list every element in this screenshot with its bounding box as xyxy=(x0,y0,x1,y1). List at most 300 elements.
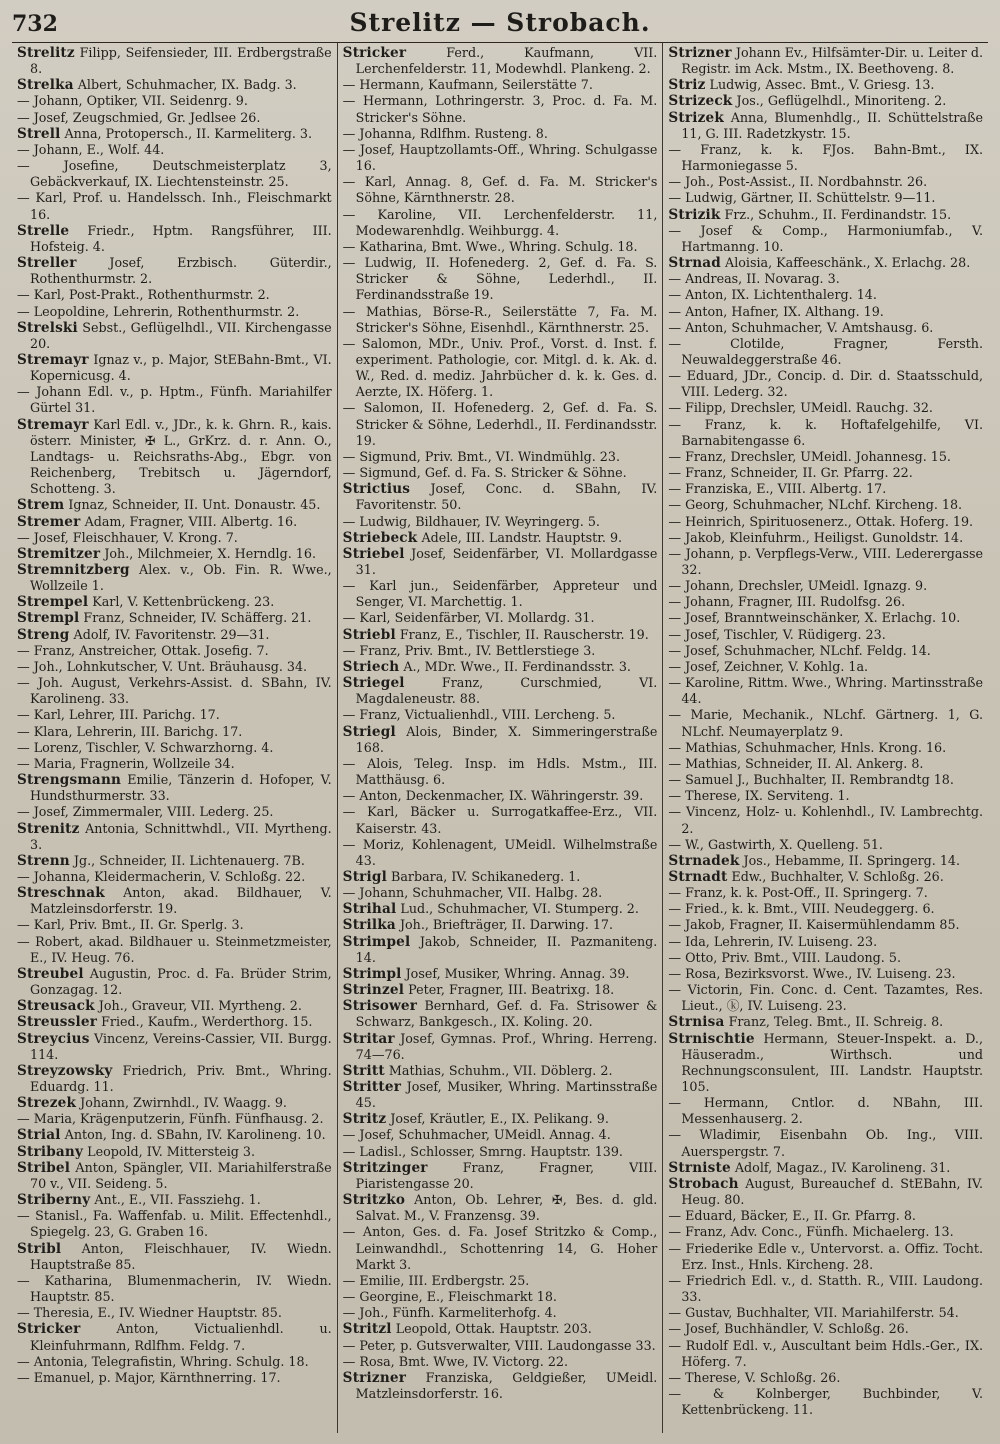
entry-name: — Hermann, xyxy=(342,77,425,93)
directory-entry xyxy=(668,804,983,836)
entry-details: Schuhmacher, UMeidl. Annag. 4. xyxy=(398,1127,611,1143)
directory-entry xyxy=(17,417,332,498)
directory-entry xyxy=(343,255,658,303)
entry-details: Franz, Curschmied, VI. Magdaleneustr. 88. xyxy=(355,675,658,707)
entry-name: — Franz, xyxy=(17,642,76,658)
directory-entry xyxy=(668,1370,983,1386)
directory-entry xyxy=(668,465,983,481)
entry-details: Fin. Conc. d. Cent. Tazamtes, Res. Lieut., ⓚ, IV. Luiseng. 23. xyxy=(681,982,984,1014)
entry-name: — Sigmund, xyxy=(342,448,421,464)
directory-entry xyxy=(668,77,983,93)
entry-name: — Eduard, xyxy=(668,368,739,384)
entry-name: — Victorin, xyxy=(668,982,743,998)
directory-entry xyxy=(343,982,658,998)
entry-name: — Heinrich, xyxy=(668,513,746,529)
entry-details: Johann, Zwirnhdl., IV. Waagg. 9. xyxy=(80,1095,287,1111)
entry-name: — Katharina, xyxy=(342,238,428,254)
entry-name: — Josefine, xyxy=(17,158,119,174)
entry-details: Joh., Briefträger, II. Darwing. 17. xyxy=(399,917,614,933)
entry-name: — Theresia, xyxy=(17,1305,94,1321)
entry-details: IX. Serviteng. 1. xyxy=(744,788,850,804)
entry-details: Bmt. Wwe, IV. Victorg. 22. xyxy=(398,1353,569,1369)
entry-details: Kaufmann, Seilerstätte 7. xyxy=(428,77,593,93)
directory-entry xyxy=(343,304,658,336)
directory-entry xyxy=(17,869,332,885)
directory-entry xyxy=(343,546,658,578)
entry-details: Buchhalter, II. Rembrandtg 18. xyxy=(753,772,954,788)
entry-name: — Josef, xyxy=(668,626,721,642)
directory-entry xyxy=(343,207,658,239)
directory-entry xyxy=(17,643,332,659)
entry-name: — Lorenz, xyxy=(17,739,83,755)
entry-name: — Andreas, xyxy=(668,271,743,287)
entry-details: Deckenmacher, IX. Währingerstr. 39. xyxy=(405,788,644,804)
entry-details: II. Hofenederg. 2, Gef. d. Fa. S. Stricker & Söhne, Lederhdl., II. Ferdinandsstraße 19. xyxy=(355,255,658,303)
entry-details: Anstreicher, Ottak. Josefig. 7. xyxy=(79,642,269,658)
entry-name: Striz xyxy=(668,77,706,94)
entry-details: Johann Ev., Hilfsämter-Dir. u. Leiter d. Registr. im Ack. Mstm., IX. Beethoveng. 8. xyxy=(681,45,984,77)
entry-details: Priv. Bmt., VI. Windmühlg. 23. xyxy=(424,448,620,464)
entry-name: — Johanna, xyxy=(17,868,91,884)
directory-entry xyxy=(17,1354,332,1370)
directory-entry xyxy=(17,497,332,513)
directory-entry xyxy=(17,675,332,707)
directory-entry xyxy=(17,304,332,320)
directory-entry xyxy=(668,869,983,885)
entry-name: Striebl xyxy=(342,626,396,643)
entry-name: Striberny xyxy=(17,1192,91,1209)
directory-entry xyxy=(343,77,658,93)
directory-entry xyxy=(668,481,983,497)
entry-details: Schuhmacher, V. Amtshausg. 6. xyxy=(731,319,934,335)
directory-entry xyxy=(668,1321,983,1337)
entry-name: — Ida, xyxy=(668,933,710,949)
directory-entry xyxy=(17,1321,332,1353)
entry-details: Franz, Teleg. Bmt., II. Schreig. 8. xyxy=(728,1014,944,1030)
entry-name: — Katharina, xyxy=(17,1272,113,1288)
directory-entry xyxy=(668,1208,983,1224)
entry-details: Ignaz, Schneider, II. Unt. Donaustr. 45. xyxy=(68,497,321,513)
entry-details: Seidenfärber, Appreteur und Senger, VI. Marchettig. 1. xyxy=(355,578,658,610)
entry-name: — Josef, xyxy=(342,1127,395,1143)
entry-details: Adolf, IV. Favoritenstr. 29—31. xyxy=(73,626,270,642)
entry-name: — Josef, xyxy=(342,141,395,157)
directory-entry xyxy=(343,643,658,659)
entry-name: Stritzinger xyxy=(342,1159,428,1176)
entry-details: Fleischhauer, V. Krong. 7. xyxy=(72,529,238,545)
directory-entry xyxy=(668,255,983,271)
entry-name: — Johann xyxy=(17,384,82,400)
directory-entry xyxy=(343,917,658,933)
directory-entry xyxy=(343,998,658,1030)
entry-details: Harmoniumfab., V. Hartmanng. 10. xyxy=(681,222,984,254)
directory-entry xyxy=(17,917,332,933)
entry-details: Fragner, II. Kaisermühlendamm 85. xyxy=(729,917,960,933)
entry-details: Edl. v., Auscultant beim Hdls.-Ger., IX. Höferg. 7. xyxy=(681,1337,984,1369)
entry-details: Leopold, IV. Mittersteig 3. xyxy=(87,1143,256,1159)
entry-name: Stricker xyxy=(17,1321,81,1338)
entry-details: E., Wolf. 44. xyxy=(86,141,165,157)
entry-name: Stremnitzberg xyxy=(17,562,130,578)
entry-name: — Clotilde, xyxy=(668,335,785,351)
entry-name: Strnadt xyxy=(668,868,728,885)
entry-details: Fragner, III. Rudolfsg. 26. xyxy=(737,594,906,610)
entry-details: Cntlor. d. NBahn, III. Messenhauserg. 2. xyxy=(681,1095,983,1127)
entry-name: Striegl xyxy=(342,723,396,740)
entry-details: Anton, Spängler, VII. Mariahilferstraße 70 v., VII. Seideng. 5. xyxy=(30,1159,332,1191)
entry-name: Strictius xyxy=(342,481,411,498)
entry-details: Ant., E., VII. Fassziehg. 1. xyxy=(94,1192,261,1208)
directory-entry xyxy=(17,320,332,352)
entry-details: Rittm. Wwe., Whring. Martinsstraße 44. xyxy=(681,675,983,707)
entry-details: Priv. Bmt., IV. Bettlerstiege 3. xyxy=(404,642,596,658)
directory-entry xyxy=(343,514,658,530)
entry-name: Strinzel xyxy=(342,982,405,999)
entry-name: Strizner xyxy=(342,1369,407,1386)
entry-details: p. Major, Kärnthnerring. 17. xyxy=(98,1369,281,1385)
entry-details: Lehrerin, Rothenthurmstr. 2. xyxy=(113,303,300,319)
entry-details: Josef, Kräutler, E., IX. Pelikang. 9. xyxy=(390,1111,609,1127)
directory-entry xyxy=(668,885,983,901)
directory-entry xyxy=(17,1031,332,1063)
entry-name: — Josef, xyxy=(17,109,69,125)
entry-name: — Johanna, xyxy=(342,125,416,141)
directory-entry xyxy=(343,756,658,788)
entry-details: Ignaz v., p. Major, StEBahn-Bmt., VI. Kopernicusg. 4. xyxy=(30,351,332,384)
directory-entry xyxy=(668,400,983,416)
directory-entry xyxy=(668,1095,983,1127)
entry-details: Josef, Musiker, Whring. Martinsstraße 45. xyxy=(355,1079,658,1111)
entry-name: — Maria, xyxy=(17,755,76,771)
entry-name: — Filipp, xyxy=(668,400,727,416)
entry-details: Josef, Seidenfärber, VI. Mollardgasse 31. xyxy=(355,545,658,577)
entry-details: Franz, E., Tischler, II. Rauscherstr. 19. xyxy=(399,626,649,642)
entry-name: — Anton, xyxy=(668,319,728,335)
entry-details: Post-Prakt., Rothenthurmstr. 2. xyxy=(68,287,270,303)
entry-details: MDr., Univ. Prof., Vorst. d. Inst. f. experiment. Pathologie, cor. Mitgl. d. k. Ak. d. W., Red. d. mediz. Jahrbücher d. k. k. Ges. d. Aerzte, IX. Höferg. 1. xyxy=(355,335,658,400)
entry-details: Eisenbahn Ob. Ing., VIII. Auerspergstr. 7. xyxy=(681,1127,984,1159)
entry-name: Stremayr xyxy=(17,351,89,368)
directory-entry xyxy=(668,756,983,772)
entry-name: Streschnak xyxy=(17,885,105,902)
entry-name: — Josef, xyxy=(668,642,721,658)
entry-details: VII. Lerchenfelderstr. 11, Modewarenhdlg. Weihburgg. 4. xyxy=(355,206,658,238)
entry-details: Fried., Kaufm., Werderthorg. 15. xyxy=(101,1014,313,1030)
entry-name: — Karl, xyxy=(342,610,391,626)
entry-name: — Franz, xyxy=(342,642,401,658)
directory-entry xyxy=(17,934,332,966)
entry-name: — Johann, xyxy=(668,545,735,561)
entry-name: — W., xyxy=(668,836,704,852)
entry-name: Strizner xyxy=(668,45,732,61)
entry-details: E., Fleischmarkt 18. xyxy=(426,1289,557,1305)
entry-name: — Salomon, xyxy=(342,400,424,416)
entry-name: Strnischtie xyxy=(668,1030,755,1047)
entry-name: — Leopoldine, xyxy=(17,303,110,319)
entry-details: Bäcker, E., II. Gr. Pfarrg. 8. xyxy=(740,1208,916,1224)
entry-name: Strimpl xyxy=(342,965,402,982)
directory-entry xyxy=(343,1370,658,1402)
entry-name: — Hermann, xyxy=(342,93,428,109)
entry-name: — Eduard, xyxy=(668,1208,737,1224)
entry-name: — Franz, xyxy=(668,465,727,481)
directory-entry xyxy=(668,917,983,933)
entry-name: — Franz, xyxy=(668,141,742,157)
directory-entry xyxy=(668,1127,983,1159)
directory-entry xyxy=(343,174,658,206)
running-head: Strelitz — Strobach. xyxy=(349,8,651,37)
entry-details: Karl, V. Kettenbrückeng. 23. xyxy=(92,594,275,610)
directory-entry xyxy=(17,885,332,917)
entry-details: Anton, Ing. d. SBahn, IV. Karolineng. 10. xyxy=(64,1127,326,1143)
entry-details: August, Verkehrs-Assist. d. SBahn, IV. Karolineng. 33. xyxy=(30,675,332,707)
entry-name: — Friederike xyxy=(668,1240,754,1256)
entry-details: Fragnerin, Wollzeile 34. xyxy=(80,755,235,771)
column-1 xyxy=(12,43,337,1433)
entry-name: Strisower xyxy=(342,998,418,1015)
entry-details: Jos., Geflügelhdl., Minoriteng. 2. xyxy=(736,93,947,109)
entry-details: Schneider, II. Al. Ankerg. 8. xyxy=(745,755,924,771)
page-number: 732 xyxy=(12,11,58,37)
directory-entry xyxy=(668,950,983,966)
directory-entry xyxy=(668,610,983,626)
entry-name: Strengsmann xyxy=(17,772,122,789)
directory-entry xyxy=(668,449,983,465)
directory-entry xyxy=(17,546,332,562)
directory-entry xyxy=(668,1386,983,1418)
entry-name: — Stanisl., xyxy=(17,1208,88,1224)
entry-name: — Karl jun., xyxy=(342,578,439,594)
entry-name: Strelski xyxy=(17,319,78,336)
entry-details: Gastwirth, X. Quelleng. 51. xyxy=(708,836,883,852)
directory-entry xyxy=(668,417,983,449)
entry-details: August, Bureauchef d. StEBahn, IV. Heug. 80. xyxy=(681,1175,983,1208)
entry-name: Strempel xyxy=(17,594,89,611)
entry-details: Tischler, V. Rüdigerg. 23. xyxy=(724,626,886,642)
directory-entry xyxy=(17,1095,332,1111)
directory-entry xyxy=(17,77,332,93)
directory-entry xyxy=(668,190,983,206)
directory-entry xyxy=(343,788,658,804)
entry-details: Bäcker u. Surrogatkaffee-Erz., VII. Kaiserstr. 43. xyxy=(355,804,658,836)
entry-name: — Franz, xyxy=(668,448,727,464)
entry-name: — Josef, xyxy=(668,1321,721,1337)
directory-entry xyxy=(668,901,983,917)
entry-name: Streussler xyxy=(17,1014,98,1031)
entry-name: — Salomon, xyxy=(342,335,422,351)
entry-name: — Franz, xyxy=(668,416,747,432)
entry-details: Gärtner, II. Schüttelstr. 9—11. xyxy=(740,190,936,206)
entry-details: Teleg. Insp. im Hdls. Mstm., III. Matthäusg. 6. xyxy=(355,755,658,788)
entry-details: Victualienhdl., VIII. Lercheng. 5. xyxy=(404,707,616,723)
directory-entry xyxy=(17,1014,332,1030)
entry-details: Kleidermacherin, V. Schloßg. 22. xyxy=(94,868,306,884)
entry-details: Deutschmeisterplatz 3, Gebäckverkauf, IX. Liechtensteinstr. 25. xyxy=(30,158,332,190)
directory-entry xyxy=(668,546,983,578)
directory-entry xyxy=(668,110,983,142)
entry-details: Telegrafistin, Whring. Schulg. 18. xyxy=(91,1353,309,1369)
entry-details: Alois, Binder, X. Simmeringerstraße 168. xyxy=(355,723,658,755)
entry-details: Drechsler, UMeidl. Ignazg. 9. xyxy=(737,578,928,594)
directory-entry xyxy=(668,271,983,287)
entry-name: — Jakob, xyxy=(668,917,726,933)
directory-entry xyxy=(17,1063,332,1095)
page-header xyxy=(12,8,988,43)
entry-name: — Franz, xyxy=(668,1224,727,1240)
entry-name: — Emanuel, xyxy=(17,1369,95,1385)
directory-entry xyxy=(668,304,983,320)
directory-entry xyxy=(343,1354,658,1370)
entry-details: Joh., Milchmeier, X. Herndlg. 16. xyxy=(104,545,316,561)
directory-entry xyxy=(17,804,332,820)
directory-entry xyxy=(343,1305,658,1321)
entry-name: — Franz, xyxy=(342,707,401,723)
directory-entry xyxy=(668,594,983,610)
entry-details: Seidenfärber, VI. Mollardg. 31. xyxy=(394,610,595,626)
entry-name: Streng xyxy=(17,626,70,643)
entry-details: Kohlenagent, UMeidl. Wilhelmstraße 43. xyxy=(355,836,658,868)
entry-name: — Therese, xyxy=(668,1369,741,1385)
directory-entry xyxy=(17,1273,332,1305)
column-2 xyxy=(337,43,663,1433)
entry-details: Priv. Bmt., II. Gr. Sperlg. 3. xyxy=(68,917,244,933)
entry-details: Holz- u. Kohlenhdl., IV. Lambrechtg. 2. xyxy=(681,804,984,836)
directory-entry xyxy=(343,966,658,982)
entry-details: Kleinfuhrm., Heiligst. Gunoldstr. 14. xyxy=(729,529,964,545)
directory-entry xyxy=(668,643,983,659)
directory-entry xyxy=(668,142,983,174)
entry-details: Adolf, Magaz., IV. Karolineng. 31. xyxy=(734,1159,951,1175)
entry-details: Vincenz, Vereins-Cassier, VII. Burgg. 114. xyxy=(30,1030,332,1062)
entry-name: Stribel xyxy=(17,1159,71,1176)
directory-entry xyxy=(17,1192,332,1208)
entry-details: Sebst., Geflügelhdl., VII. Kirchengasse 20. xyxy=(30,319,332,351)
entry-details: Peter, Fragner, III. Beatrixg. 18. xyxy=(408,982,615,998)
entry-name: Stremer xyxy=(17,513,81,530)
entry-name: Stremitzer xyxy=(17,545,101,562)
directory-entry xyxy=(17,93,332,109)
entry-details: Schlosser, Smrng. Hauptstr. 139. xyxy=(410,1143,623,1159)
entry-name: — Karl, xyxy=(17,287,65,303)
entry-details: Fa. Waffenfab. u. Milit. Effectenhdl., Spiegelg. 23, G. Graben 16. xyxy=(30,1208,332,1240)
entry-details: E., IV. Wiedner Hauptstr. 85. xyxy=(97,1305,282,1321)
entry-name: Stricker xyxy=(342,45,407,61)
entry-name: Stritzl xyxy=(342,1321,392,1338)
entry-name: Strizeck xyxy=(668,93,733,110)
entry-name: Strelle xyxy=(17,222,70,239)
directory-entry xyxy=(343,627,658,643)
entry-details: Adv. Conc., Fünfh. Michaelerg. 13. xyxy=(730,1224,954,1240)
directory-entry xyxy=(343,93,658,125)
entry-name: — Wladimir, xyxy=(668,1127,762,1143)
directory-entry xyxy=(17,998,332,1014)
entry-details: Edl. v., p. Hptm., Fünfh. Mariahilfer Gürtel 31. xyxy=(30,384,332,416)
entry-details: Adam, Fragner, VIII. Albertg. 16. xyxy=(84,513,298,529)
entry-name: — Rudolf xyxy=(668,1337,729,1353)
directory-entry xyxy=(343,707,658,723)
entry-name: Strnisa xyxy=(668,1014,725,1031)
entry-name: — Karl, xyxy=(17,917,65,933)
entry-details: Ges. d. Fa. Josef Stritzko & Comp., Leinwandhdl., Schottenring 14, G. Hoher Markt 3. xyxy=(355,1224,658,1272)
entry-details: Frz., Schuhm., II. Ferdinandstr. 15. xyxy=(724,206,952,222)
directory-entry xyxy=(668,659,983,675)
entry-name: Strizik xyxy=(668,206,721,223)
directory-entry xyxy=(668,514,983,530)
directory-entry xyxy=(668,368,983,400)
entry-details: Jos., Hebamme, II. Springerg. 14. xyxy=(743,852,961,868)
directory-entry xyxy=(343,400,658,448)
directory-entry xyxy=(17,514,332,530)
entry-details: Zeichner, V. Kohlg. 1a. xyxy=(724,658,869,674)
entry-name: — Franziska, xyxy=(668,481,753,497)
entry-details: Börse-R., Seilerstätte 7, Fa. M. Stricker's Söhne, Eisenhdl., Kärnthnerstr. 25. xyxy=(355,303,658,335)
directory-entry xyxy=(17,1144,332,1160)
entry-name: — Karl, xyxy=(17,190,67,206)
entry-name: Strniste xyxy=(668,1159,731,1176)
entry-details: Filipp, Seifensieder, III. Erdbergstraße 8. xyxy=(30,45,332,77)
entry-details: Rdlfhm. Rusteng. 8. xyxy=(419,125,548,141)
entry-details: Anna, Blumenhdlg., II. Schüttelstraße 11, G. III. Radetzkystr. 15. xyxy=(681,109,984,141)
entry-name: Strell xyxy=(17,125,61,142)
entry-name: Streycius xyxy=(17,1030,90,1047)
entry-details: Mechanik., NLchf. Gärtnerg. 1, G. NLchf. Neumayerplatz 9. xyxy=(681,707,984,739)
directory-entry xyxy=(17,158,332,190)
entry-name: — Joh., xyxy=(342,1305,389,1321)
entry-details: Drechsler, UMeidl. Rauchg. 32. xyxy=(730,400,933,416)
entry-name: Strempl xyxy=(17,610,80,627)
entry-name: — Gustav, xyxy=(668,1305,733,1321)
directory-entry xyxy=(668,788,983,804)
entry-name: Striebeck xyxy=(342,529,418,546)
directory-entry xyxy=(17,352,332,384)
entry-details: Krägenputzerin, Fünfh. Fünfhausg. 2. xyxy=(80,1111,324,1127)
directory-entry xyxy=(668,1014,983,1030)
directory-entry xyxy=(668,336,983,368)
entry-name: — Johann, xyxy=(17,141,83,157)
entry-details: Franz, Schneider, IV. Schäfferg. 21. xyxy=(83,610,312,626)
directory-entry xyxy=(17,627,332,643)
entry-name: Strelka xyxy=(17,77,74,94)
entry-name: — Mathias, xyxy=(342,303,422,319)
entry-name: — Robert, xyxy=(17,933,84,949)
entry-name: — Johann, xyxy=(668,594,734,610)
entry-name: Strnad xyxy=(668,255,721,272)
entry-details: p. Gutsverwalter, VIII. Laudongasse 33. xyxy=(400,1337,656,1353)
entry-details: Ludwig, Assec. Bmt., V. Griesg. 13. xyxy=(709,77,935,93)
directory-entry xyxy=(668,982,983,1014)
entry-details: Zeugschmied, Gr. Jedlsee 26. xyxy=(72,109,261,125)
entry-details: Barbara, IV. Schikanederg. 1. xyxy=(391,868,581,884)
entry-name: — Alois, xyxy=(342,755,403,771)
entry-details: k. k. Bmt., VIII. Neudeggerg. 6. xyxy=(731,901,935,917)
directory-entry xyxy=(343,465,658,481)
entry-name: — Emilie, xyxy=(342,1272,405,1288)
entry-name: — Rosa, xyxy=(668,965,721,981)
entry-name: — Franz, xyxy=(668,885,727,901)
directory-entry xyxy=(343,804,658,836)
entry-name: — Mathias, xyxy=(668,739,742,755)
directory-entry xyxy=(343,1224,658,1272)
directory-entry xyxy=(343,1192,658,1224)
entry-name: — Georgine, xyxy=(342,1289,423,1305)
directory-entry xyxy=(668,675,983,707)
entry-details: Franziska, Geldgießer, UMeidl. Matzleinsdorferstr. 16. xyxy=(355,1369,658,1401)
entry-name: — Peter, xyxy=(342,1337,397,1353)
directory-entry xyxy=(17,966,332,998)
entry-details: Gef. d. Fa. S. Stricker & Söhne. xyxy=(424,465,627,481)
entry-name: — Klara, xyxy=(17,723,73,739)
directory-entry xyxy=(17,384,332,416)
